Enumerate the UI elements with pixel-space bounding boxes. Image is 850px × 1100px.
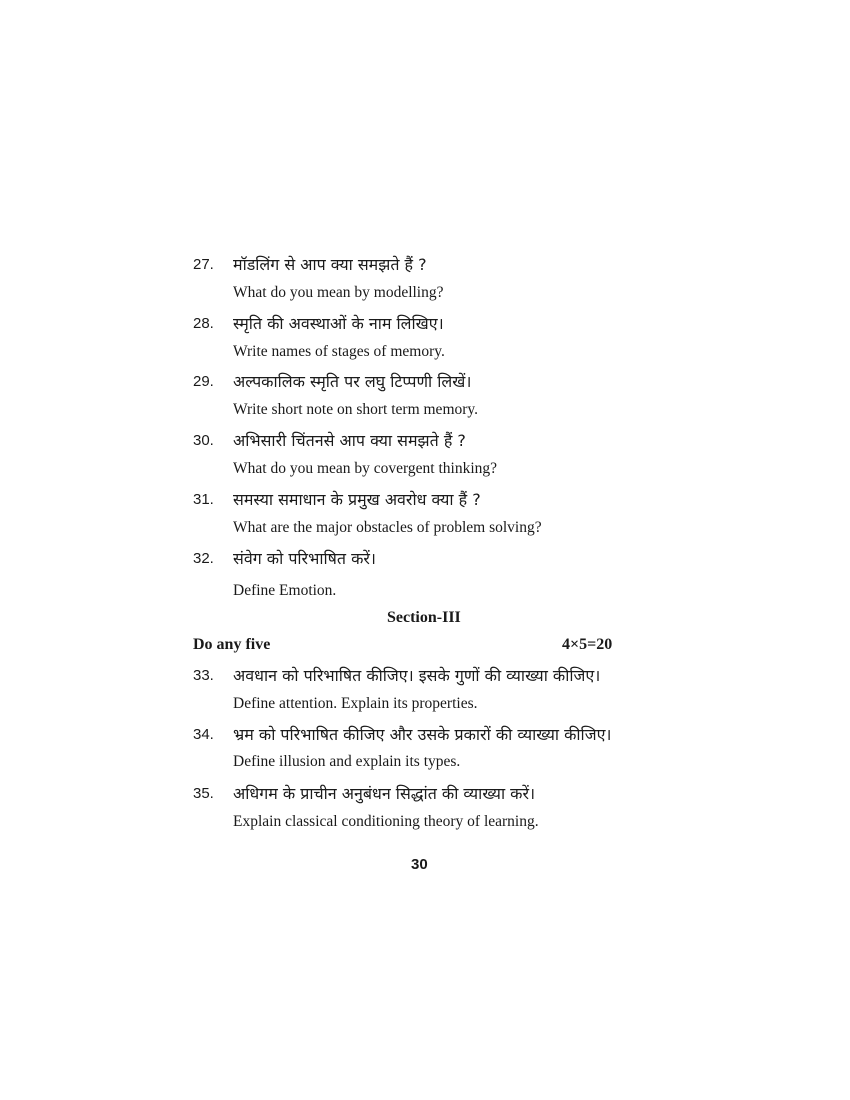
section-instruction: Do any five: [193, 636, 271, 653]
question-english: Write short note on short term memory.: [233, 401, 479, 418]
question-hindi: भ्रम को परिभाषित कीजिए और उसके प्रकारों की व्याख्या कीजिए।: [233, 725, 612, 744]
section-marks: 4×5=20: [562, 636, 613, 653]
question-english: Define Emotion.: [233, 582, 337, 599]
question-number: 29.: [193, 373, 214, 390]
question-english: What do you mean by modelling?: [233, 284, 444, 301]
question-number: 32.: [193, 550, 214, 567]
question-hindi: संवेग को परिभाषित करें।: [233, 549, 376, 568]
question-hindi: स्मृति की अवस्थाओं के नाम लिखिए।: [233, 314, 444, 333]
question-number: 30.: [193, 432, 214, 449]
section-title: Section-III: [387, 609, 461, 626]
question-hindi: अभिसारी चिंतनसे आप क्या समझते हैं ?: [233, 431, 466, 450]
question-hindi: मॉडलिंग से आप क्या समझते हैं ?: [233, 255, 427, 274]
question-number: 33.: [193, 667, 214, 684]
question-hindi: अधिगम के प्राचीन अनुबंधन सिद्धांत की व्याख्या करें।: [233, 784, 536, 803]
question-english: Write names of stages of memory.: [233, 343, 445, 360]
question-english: What are the major obstacles of problem solving?: [233, 519, 542, 536]
question-hindi: अवधान को परिभाषित कीजिए। इसके गुणों की व्याख्या कीजिए।: [233, 666, 601, 685]
page-number: 30: [411, 856, 428, 873]
question-english: Define attention. Explain its properties.: [233, 695, 478, 712]
question-english: What do you mean by covergent thinking?: [233, 460, 498, 477]
question-english: Explain classical conditioning theory of learning.: [233, 813, 539, 830]
question-number: 31.: [193, 491, 214, 508]
question-english: Define illusion and explain its types.: [233, 753, 461, 770]
question-number: 28.: [193, 315, 214, 332]
question-hindi: अल्पकालिक स्मृति पर लघु टिप्पणी लिखें।: [233, 372, 472, 391]
question-hindi: समस्या समाधान के प्रमुख अवरोध क्या हैं ?: [233, 490, 481, 509]
question-number: 27.: [193, 256, 214, 273]
question-number: 34.: [193, 726, 214, 743]
question-number: 35.: [193, 785, 214, 802]
